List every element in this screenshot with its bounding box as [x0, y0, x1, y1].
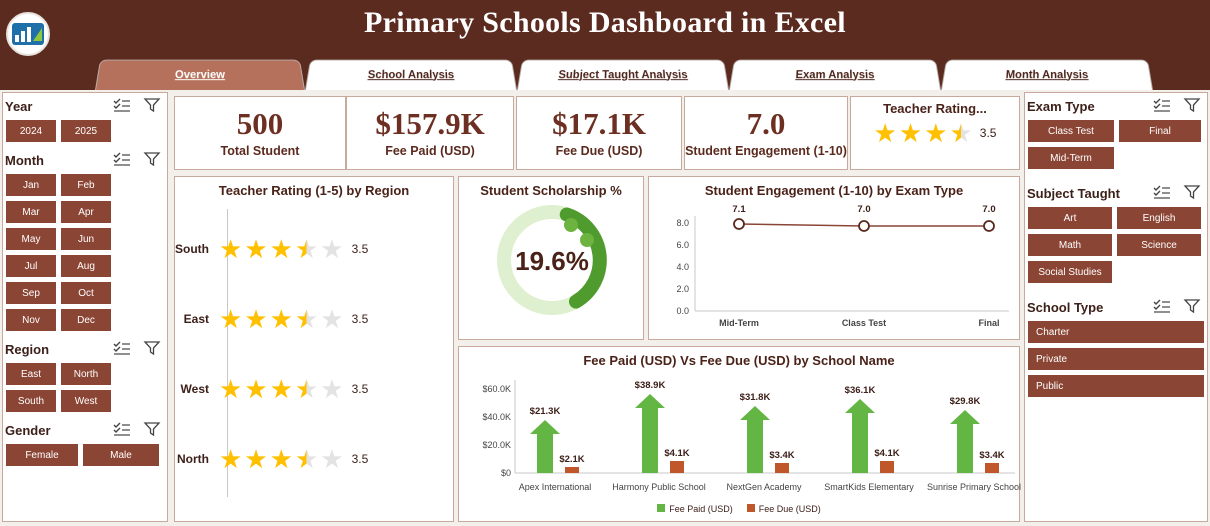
svg-text:$2.1K: $2.1K — [559, 454, 585, 465]
kpi-fee-paid — [346, 96, 514, 170]
slicer-year-items — [3, 119, 167, 147]
slicer-item-month-dec[interactable]: Dec — [60, 308, 112, 332]
slicer-item-exam-class-test[interactable]: Class Test — [1027, 119, 1115, 143]
fee-ytick-0: $0 — [500, 468, 511, 478]
legend-fee-paid-label: Fee Paid (USD) — [669, 504, 733, 514]
bar-group-nextgen-academy — [726, 392, 802, 492]
clear-filter-icon[interactable] — [1183, 184, 1201, 200]
svg-text:$3.4K: $3.4K — [979, 450, 1005, 461]
tab-bar — [0, 58, 1210, 90]
clear-filter-icon[interactable] — [143, 340, 161, 356]
slicer-year-title: Year — [5, 98, 33, 114]
kpi-total-student-value: 500 — [236, 105, 284, 141]
chart-teacher-rating-title: Teacher Rating (1-5) by Region — [218, 183, 410, 198]
slicer-item-month-apr[interactable]: Apr — [60, 200, 112, 224]
engagement-xtick-1: Class Test — [841, 318, 887, 328]
chart-student-scholarship — [458, 176, 644, 340]
slicer-region-title: Region — [5, 341, 50, 357]
slicer-item-gender-male[interactable]: Male — [82, 443, 160, 467]
slicer-item-school-type-charter[interactable]: Charter — [1027, 320, 1205, 344]
tab-exam-analysis-label: Exam Analysis — [795, 69, 875, 81]
slicer-gender-title: Gender — [5, 422, 51, 438]
slicer-item-subject-art[interactable]: Art — [1027, 206, 1113, 230]
slicer-gender-items — [3, 443, 167, 471]
tab-exam-analysis[interactable] — [729, 60, 941, 90]
slicer-school-type-header — [1025, 294, 1207, 320]
slicer-item-region-north[interactable]: North — [60, 362, 112, 386]
engagement-ytick-2: 2.0 — [676, 284, 689, 294]
svg-text:$4.1K: $4.1K — [664, 448, 690, 459]
slicer-item-subject-social-studies[interactable]: Social Studies — [1027, 260, 1113, 284]
kpi-student-engagement-value: 7.0 — [746, 105, 786, 141]
slicer-item-month-may[interactable]: May — [5, 227, 57, 251]
slicer-item-region-south[interactable]: South — [5, 389, 57, 413]
multi-select-icon[interactable] — [113, 151, 131, 167]
rating-label-north: North — [177, 452, 209, 466]
slicer-subject-taught-items — [1025, 206, 1207, 288]
slicer-gender-header — [3, 417, 167, 443]
chart-fee-legend — [459, 504, 1019, 514]
rating-stars-south-icon: ★ ★ ★ ★ ★ — [219, 234, 344, 264]
multi-select-icon[interactable] — [113, 421, 131, 437]
slicer-month-title: Month — [5, 152, 44, 168]
rating-stars-west-icon: ★ ★ ★ ★ ★ — [219, 374, 344, 404]
clear-filter-icon[interactable] — [1183, 298, 1201, 314]
slicer-item-month-jul[interactable]: Jul — [5, 254, 57, 278]
slicer-region-header — [3, 336, 167, 362]
slicer-item-subject-science[interactable]: Science — [1116, 233, 1202, 257]
fee-ytick-20k: $20.0K — [482, 440, 511, 450]
svg-text:Apex International: Apex International — [518, 482, 592, 492]
chart-scholarship-title: Student Scholarship % — [480, 183, 622, 198]
kpi-fee-due-value: $17.1K — [552, 105, 646, 141]
rating-value-north: 3.5 — [351, 452, 369, 466]
right-slicer-panel — [1024, 92, 1208, 522]
chart-fee-paid-vs-fee-due — [458, 346, 1020, 522]
svg-text:SmartKids Elementary: SmartKids Elementary — [824, 482, 914, 492]
svg-text:$21.3K: $21.3K — [529, 406, 561, 417]
engagement-xtick-0: Mid-Term — [719, 318, 759, 328]
tab-subject-taught-analysis[interactable] — [517, 60, 729, 90]
engagement-ytick-4: 4.0 — [676, 262, 689, 272]
kpi-fee-due-label: Fee Due (USD) — [555, 144, 643, 159]
slicer-exam-type-title: Exam Type — [1027, 98, 1095, 114]
legend-fee-paid — [657, 504, 733, 514]
kpi-student-engagement-label: Student Engagement (1-10) — [685, 144, 847, 159]
multi-select-icon[interactable] — [1153, 184, 1171, 200]
legend-fee-due-label: Fee Due (USD) — [758, 504, 821, 514]
svg-text:$36.1K: $36.1K — [844, 385, 876, 396]
rating-row-south — [175, 219, 455, 279]
slicer-item-month-aug[interactable]: Aug — [60, 254, 112, 278]
kpi-fee-due — [516, 96, 682, 170]
page-title: Primary Schools Dashboard in Excel — [364, 6, 846, 39]
slicer-month-header — [3, 147, 167, 173]
bar-group-smartkids-elementary — [824, 385, 914, 492]
tab-school-analysis-label: School Analysis — [367, 69, 455, 81]
engagement-ytick-8: 8.0 — [676, 218, 689, 228]
rating-label-south: South — [175, 242, 209, 256]
slicer-item-month-sep[interactable]: Sep — [5, 281, 57, 305]
engagement-point-label-2: 7.0 — [982, 204, 996, 215]
slicer-item-exam-final[interactable]: Final — [1118, 119, 1202, 143]
kpi-teacher-rating-value: 3.5 — [979, 126, 997, 140]
multi-select-icon[interactable] — [113, 97, 131, 113]
slicer-school-type-items — [1025, 320, 1207, 402]
kpi-student-engagement — [684, 96, 848, 170]
legend-fee-due — [747, 504, 821, 514]
slicer-exam-type-items — [1025, 119, 1207, 174]
chart-fee-title: Fee Paid (USD) Vs Fee Due (USD) by School Name — [583, 353, 895, 368]
rating-label-west: West — [180, 382, 209, 396]
multi-select-icon[interactable] — [113, 340, 131, 356]
tab-month-analysis-label: Month Analysis — [1005, 69, 1089, 81]
slicer-item-school-type-private[interactable]: Private — [1027, 347, 1205, 371]
bar-group-sunrise-primary-school — [927, 396, 1021, 492]
multi-select-icon[interactable] — [1153, 97, 1171, 113]
engagement-xtick-2: Final — [978, 318, 1000, 328]
chart-teacher-rating-by-region — [174, 176, 454, 522]
slicer-item-year-2025[interactable]: 2025 — [60, 119, 112, 143]
kpi-total-student-label: Total Student — [220, 144, 300, 159]
clear-filter-icon[interactable] — [1183, 97, 1201, 113]
kpi-total-student — [174, 96, 346, 170]
rating-label-east: East — [183, 312, 209, 326]
rating-row-north — [175, 429, 455, 489]
kpi-fee-paid-value: $157.9K — [375, 105, 485, 141]
rating-value-south: 3.5 — [351, 242, 369, 256]
slicer-school-type-title: School Type — [1027, 299, 1104, 315]
slicer-item-region-east[interactable]: East — [5, 362, 57, 386]
fee-ytick-60k: $60.0K — [482, 384, 511, 394]
svg-text:$4.1K: $4.1K — [874, 448, 900, 459]
slicer-item-school-type-public[interactable]: Public — [1027, 374, 1205, 398]
kpi-teacher-rating — [850, 96, 1020, 170]
header-bar — [0, 0, 1210, 58]
slicer-item-month-jun[interactable]: Jun — [60, 227, 112, 251]
slicer-item-region-west[interactable]: West — [60, 389, 112, 413]
slicer-item-year-2024[interactable]: 2024 — [5, 119, 57, 143]
svg-text:$29.8K: $29.8K — [949, 396, 981, 407]
engagement-ytick-0: 0.0 — [676, 306, 689, 316]
tab-subject-taught-analysis-label: Subject Taught Analysis — [557, 69, 689, 81]
svg-text:$3.4K: $3.4K — [769, 450, 795, 461]
slicer-exam-type-header — [1025, 93, 1207, 119]
svg-text:Harmony Public School: Harmony Public School — [612, 482, 706, 492]
bar-group-harmony-public-school — [612, 380, 706, 492]
slicer-month-items — [3, 173, 167, 336]
slicer-subject-taught-header — [1025, 180, 1207, 206]
tab-overview-label: Overview — [174, 69, 226, 81]
rating-row-west — [175, 359, 455, 419]
scholarship-center-label: 19.6% — [515, 246, 589, 276]
slicer-item-month-mar[interactable]: Mar — [5, 200, 57, 224]
tab-school-analysis[interactable] — [305, 60, 517, 90]
slicer-item-subject-math[interactable]: Math — [1027, 233, 1113, 257]
chart-engagement-title: Student Engagement (1-10) by Exam Type — [704, 183, 964, 198]
slicer-item-month-oct[interactable]: Oct — [60, 281, 112, 305]
clear-filter-icon[interactable] — [143, 421, 161, 437]
slicer-region-items — [3, 362, 167, 417]
svg-text:$31.8K: $31.8K — [739, 392, 771, 403]
svg-text:$38.9K: $38.9K — [634, 380, 666, 391]
tab-overview[interactable] — [95, 60, 305, 90]
engagement-ytick-6: 6.0 — [676, 240, 689, 250]
chart-student-engagement-by-exam-type — [648, 176, 1020, 340]
kpi-teacher-rating-title: Teacher Rating... — [883, 101, 987, 116]
multi-select-icon[interactable] — [1153, 298, 1171, 314]
fee-ytick-40k: $40.0K — [482, 412, 511, 422]
slicer-item-subject-english[interactable]: English — [1116, 206, 1202, 230]
engagement-point-label-0: 7.1 — [732, 204, 746, 215]
rating-stars-north-icon: ★ ★ ★ ★ ★ — [219, 444, 344, 474]
svg-text:NextGen Academy: NextGen Academy — [726, 482, 802, 492]
svg-text:Sunrise Primary School: Sunrise Primary School — [926, 482, 1021, 492]
slicer-item-gender-female[interactable]: Female — [5, 443, 79, 467]
rating-row-east — [175, 289, 455, 349]
clear-filter-icon[interactable] — [143, 151, 161, 167]
rating-stars-east-icon: ★ ★ ★ ★ ★ — [219, 304, 344, 334]
rating-value-west: 3.5 — [351, 382, 369, 396]
slicer-year-header — [3, 93, 167, 119]
rating-value-east: 3.5 — [351, 312, 369, 326]
bar-group-apex-international — [519, 406, 592, 492]
tab-month-analysis[interactable] — [941, 60, 1153, 90]
teacher-rating-stars-icon: ★ ★ ★ ★ — [873, 118, 973, 148]
slicer-item-month-nov[interactable]: Nov — [5, 308, 57, 332]
slicer-item-month-feb[interactable]: Feb — [60, 173, 112, 197]
clear-filter-icon[interactable] — [143, 97, 161, 113]
engagement-point-label-1: 7.0 — [857, 204, 871, 215]
slicer-subject-taught-title: Subject Taught — [1027, 185, 1120, 201]
kpi-fee-paid-label: Fee Paid (USD) — [385, 144, 475, 159]
slicer-item-exam-mid-term[interactable]: Mid-Term — [1027, 146, 1115, 170]
left-slicer-panel — [2, 92, 168, 522]
slicer-item-month-jan[interactable]: Jan — [5, 173, 57, 197]
